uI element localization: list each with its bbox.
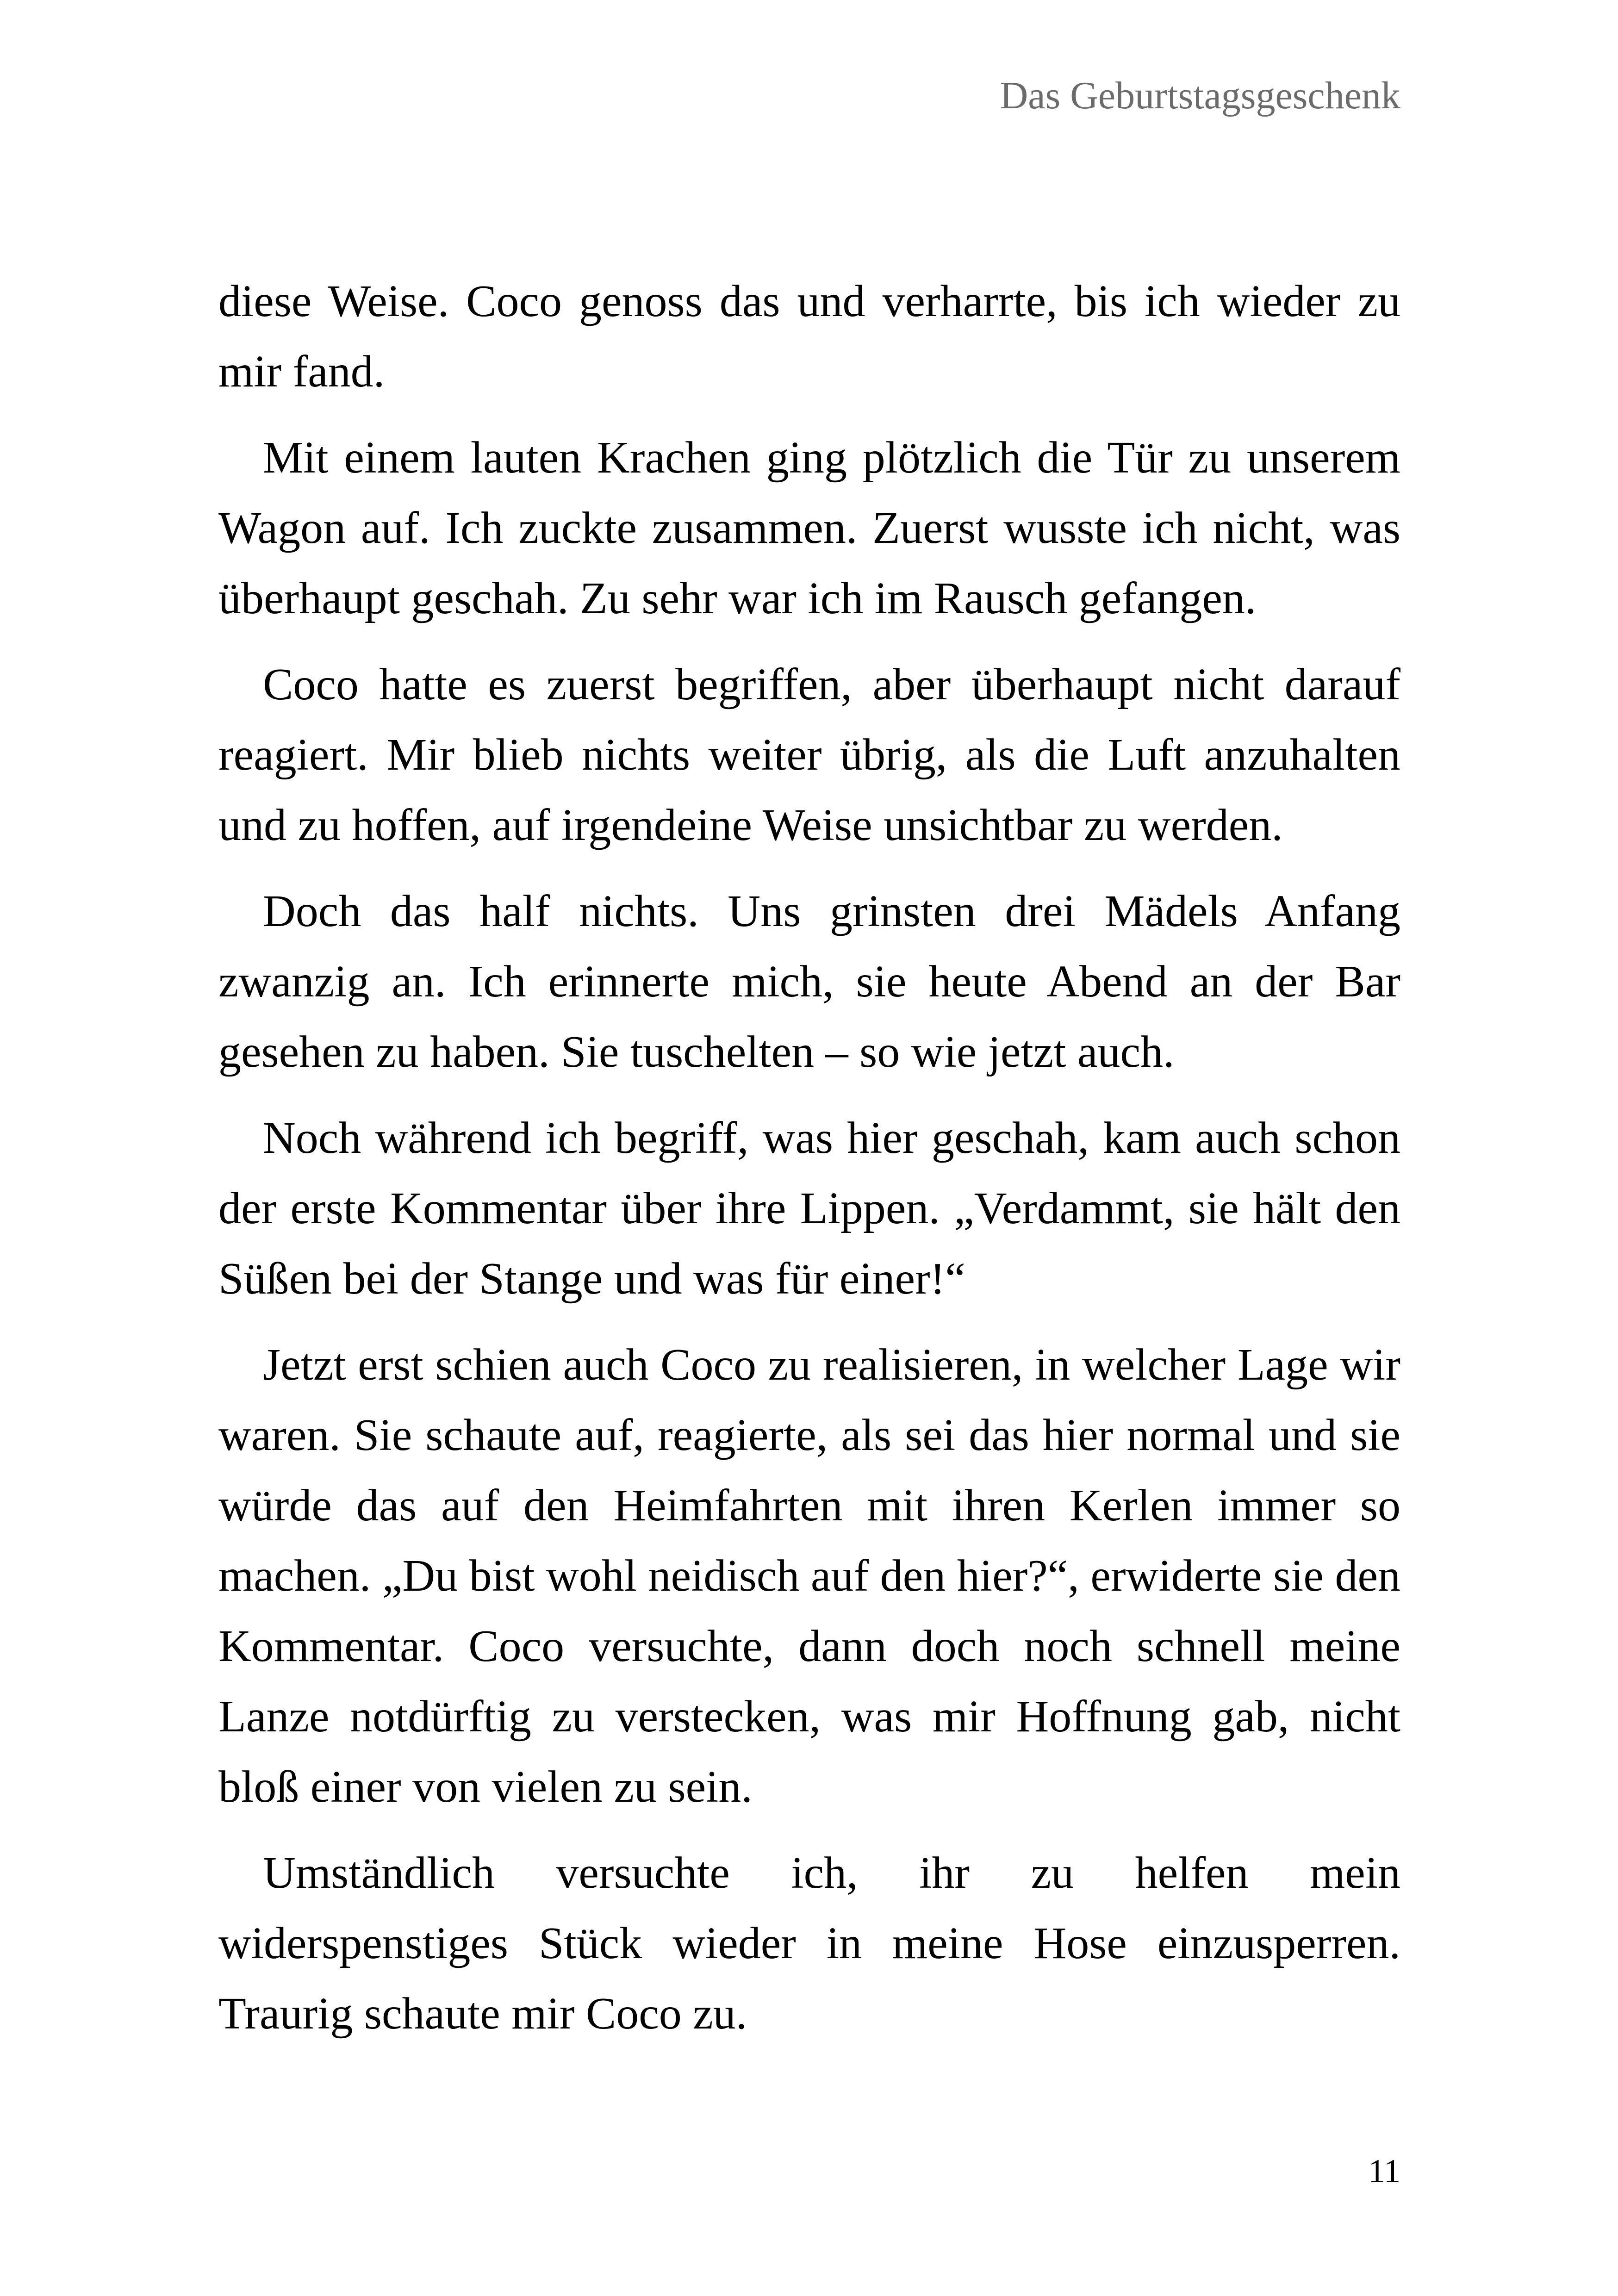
paragraph: Mit einem lauten Krachen ging plötzlich die Tür zu unserem Wagon auf. Ich zuckte zusammen. Zuerst wusste ich nicht, was überhaupt geschah. Zu sehr war ich im Rausch gefangen.	[218, 433, 1400, 623]
body-text	[218, 266, 1400, 2065]
running-header: Das Geburtstagsgeschenk	[1000, 74, 1400, 117]
paragraph: Noch während ich begriff, was hier geschah, kam auch schon der erste Kommentar über ihre Lippen. „Verdammt, sie hält den Süßen bei der Stange und was für einer!“	[218, 1113, 1400, 1304]
paragraph: Doch das half nichts. Uns grinsten drei Mädels Anfang zwanzig an. Ich erinnerte mich, sie heute Abend an der Bar gesehen zu haben. Sie tuschelten – so wie jetzt auch.	[218, 886, 1400, 1077]
paragraph: diese Weise. Coco genoss das und verharrte, bis ich wieder zu mir fand.	[218, 276, 1400, 397]
paragraph: Jetzt erst schien auch Coco zu realisieren, in welcher Lage wir waren. Sie schaute auf, reagierte, als sei das hier normal und sie würde das auf den Heimfahrten mit ihren Kerlen immer so machen. „Du bist wohl neidisch auf den hier?“, erwiderte sie den Kommentar. Coco versuchte, dann doch noch schnell meine Lanze notdürftig zu verstecken, was mir Hoffnung gab, nicht bloß einer von vielen zu sein.	[218, 1340, 1400, 1812]
paragraph: Umständlich versuchte ich, ihr zu helfen mein widerspenstiges Stück wieder in meine Hose einzusperren. Traurig schaute mir Coco zu.	[218, 1848, 1400, 2039]
paragraph: Coco hatte es zuerst begriffen, aber überhaupt nicht darauf reagiert. Mir blieb nichts weiter übrig, als die Luft anzuhalten und zu hoffen, auf irgendeine Weise unsichtbar zu werden.	[218, 660, 1400, 850]
page-number: 11	[1368, 2153, 1400, 2190]
